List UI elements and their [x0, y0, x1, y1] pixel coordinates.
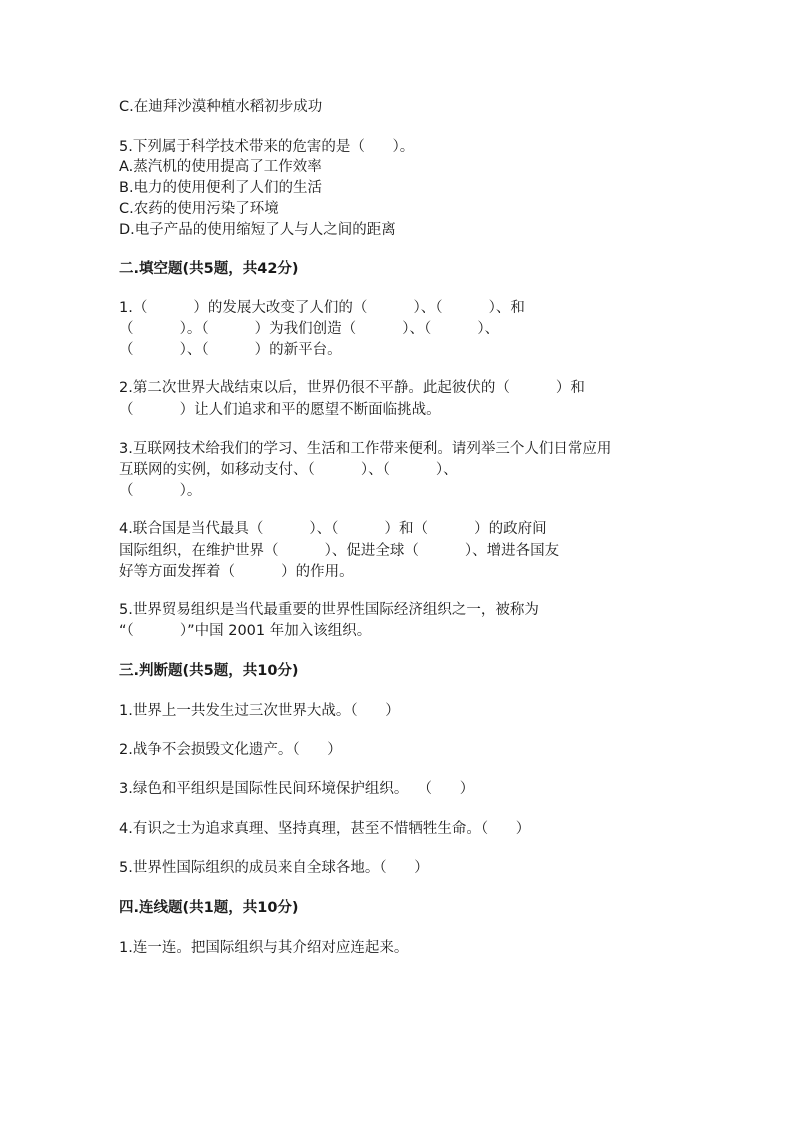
question-5-option-a: A.蒸汽机的使用提高了工作效率	[119, 159, 322, 175]
fill-q3-line3: （ ）。	[119, 483, 202, 499]
option-c-previous-question: C.在迪拜沙漠种植水稻初步成功	[119, 99, 323, 115]
question-5-option-b: B.电力的使用便利了人们的生活	[119, 180, 323, 196]
judge-q2: 2.战争不会损毁文化遗产。（ ）	[119, 742, 342, 758]
fill-q2-line2: （ ）让人们追求和平的愿望不断面临挑战。	[119, 402, 441, 418]
question-5-stem: 5.下列属于科学技术带来的危害的是（ ）。	[119, 139, 415, 155]
fill-q5-line1: 5.世界贸易组织是当代最重要的世界性国际经济组织之一，被称为	[119, 602, 539, 618]
judge-q4: 4.有识之士为追求真理、坚持真理，甚至不惜牺牲生命。（ ）	[119, 821, 531, 837]
fill-q4-line3: 好等方面发挥着（ ）的作用。	[119, 564, 354, 580]
judge-q1: 1.世界上一共发生过三次世界大战。（ ）	[119, 703, 400, 719]
fill-q3-line2: 互联网的实例，如移动支付、（ ）、（ ）、	[119, 462, 458, 478]
judge-q5: 5.世界性国际组织的成员来自全球各地。（ ）	[119, 860, 429, 876]
question-5-option-d: D.电子产品的使用缩短了人与人之间的距离	[119, 222, 396, 238]
fill-q2-line1: 2.第二次世界大战结束以后，世界仍很不平静。此起彼伏的（ ）和	[119, 380, 585, 396]
fill-q1-line1: 1.（ ）的发展大改变了人们的（ ）、（ ）、和	[119, 300, 525, 316]
question-5-option-c: C.农药的使用污染了环境	[119, 201, 279, 217]
fill-q3-line1: 3.互联网技术给我们的学习、生活和工作带来便利。请列举三个人们日常应用	[119, 441, 612, 457]
section-4-heading: 四.连线题(共1题，共10分)	[119, 900, 299, 916]
section-2-heading: 二.填空题(共5题，共42分)	[119, 261, 299, 277]
section-3-heading: 三.判断题(共5题，共10分)	[119, 663, 299, 679]
judge-q3: 3.绿色和平组织是国际性民间环境保护组织。 （ ）	[119, 781, 475, 797]
fill-q4-line2: 国际组织，在维护世界（ ）、促进全球（ ）、增进各国友	[119, 543, 560, 559]
fill-q1-line2: （ ）。（ ）为我们创造（ ）、（ ）、	[119, 321, 500, 337]
fill-q1-line3: （ ）、（ ）的新平台。	[119, 342, 342, 358]
fill-q5-line2: “（ ）”中国 2001 年加入该组织。	[119, 623, 372, 639]
fill-q4-line1: 4.联合国是当代最具（ ）、（ ）和（ ）的政府间	[119, 521, 547, 537]
match-q1: 1.连一连。把国际组织与其介绍对应连起来。	[119, 940, 409, 956]
